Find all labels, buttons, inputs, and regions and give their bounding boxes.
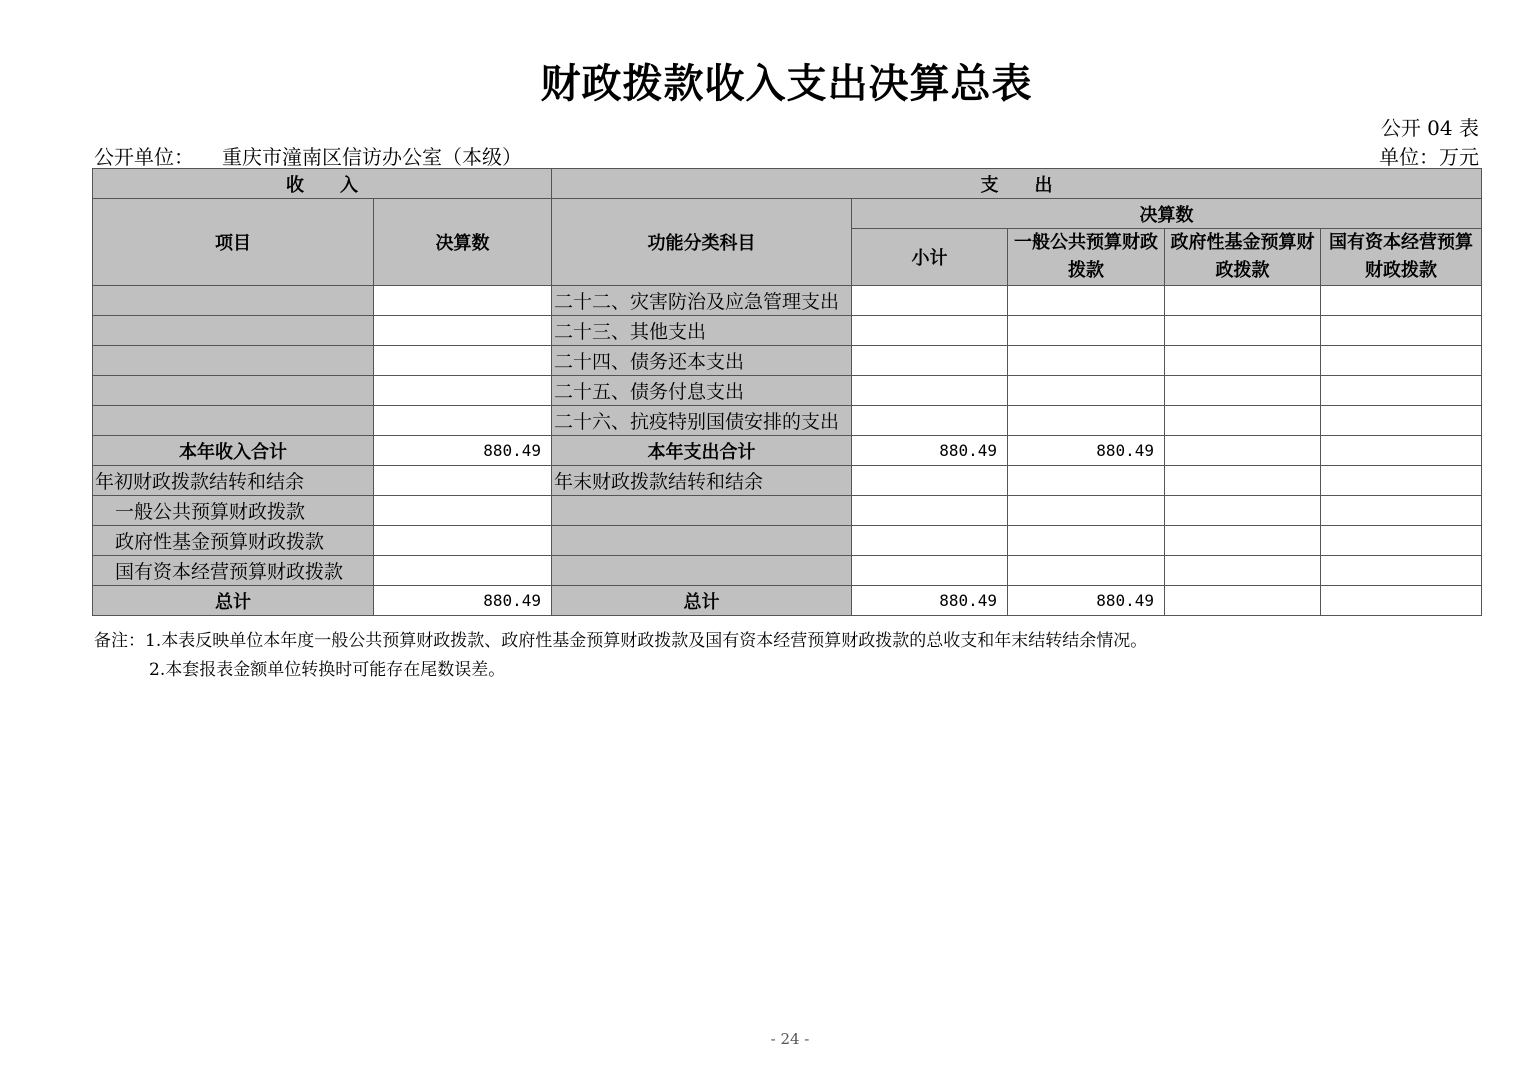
table-row (93, 376, 1482, 406)
form-number: 公开 04 表 (1380, 116, 1479, 140)
begin-balance-label: 年初财政拨款结转和结余 (93, 466, 374, 496)
header-row-2 (93, 199, 1482, 229)
grand-income: 880.49 (374, 586, 552, 616)
grand-total-label: 总计 (93, 586, 374, 616)
table-row (93, 526, 1482, 556)
expense-item: 二十五、债务付息支出 (552, 376, 852, 406)
budget-table (92, 168, 1482, 616)
table-row (93, 556, 1482, 586)
header-amount: 决算数 (374, 199, 552, 286)
sub-state-cap-label: 国有资本经营预算财政拨款 (93, 556, 374, 586)
header-expense: 支 出 (552, 169, 1482, 199)
reporting-unit-name: 重庆市潼南区信访办公室（本级） (222, 145, 522, 169)
table-row (93, 286, 1482, 316)
year-income-total-label: 本年收入合计 (93, 436, 374, 466)
grand-total-row (93, 586, 1482, 616)
year-income-total: 880.49 (374, 436, 552, 466)
note-line-2: 2.本套报表金额单位转换时可能存在尾数误差。 (149, 660, 506, 680)
table-row (93, 316, 1482, 346)
header-state-cap: 国有资本经营预算财政拨款 (1321, 229, 1482, 286)
grand-expense-general: 880.49 (1008, 586, 1165, 616)
grand-expense-subtotal: 880.49 (852, 586, 1008, 616)
year-expense-subtotal: 880.49 (852, 436, 1008, 466)
year-total-row (93, 436, 1482, 466)
reporting-unit (94, 141, 522, 170)
header-item: 项目 (93, 199, 374, 286)
header-row-1 (93, 169, 1482, 199)
currency-unit: 单位：万元 (1379, 145, 1479, 169)
page-title: 财政拨款收入支出决算总表 (540, 61, 1033, 107)
note-line-1: 备注：1.本表反映单位本年度一般公共预算财政拨款、政府性基金预算财政拨款及国有资本经营预算财政拨款的总收支和年末结转结余情况。 (94, 631, 1148, 651)
table-row (93, 496, 1482, 526)
expense-item: 二十三、其他支出 (552, 316, 852, 346)
header-final: 决算数 (852, 199, 1482, 229)
header-subtotal: 小计 (852, 229, 1008, 286)
header-general: 一般公共预算财政拨款 (1008, 229, 1165, 286)
expense-item: 二十二、灾害防治及应急管理支出 (552, 286, 852, 316)
reporting-unit-label: 公开单位： (94, 145, 194, 169)
sub-gov-fund-label: 政府性基金预算财政拨款 (93, 526, 374, 556)
page-number: - 24 - (770, 1030, 810, 1048)
expense-item: 二十六、抗疫特别国债安排的支出 (552, 406, 852, 436)
expense-item: 二十四、债务还本支出 (552, 346, 852, 376)
header-func: 功能分类科目 (552, 199, 852, 286)
year-expense-total-label: 本年支出合计 (552, 436, 852, 466)
header-income: 收 入 (93, 169, 552, 199)
sub-general-label: 一般公共预算财政拨款 (93, 496, 374, 526)
grand-expense-label: 总计 (552, 586, 852, 616)
year-expense-general: 880.49 (1008, 436, 1165, 466)
table-row (93, 406, 1482, 436)
balance-row (93, 466, 1482, 496)
header-gov-fund: 政府性基金预算财政拨款 (1165, 229, 1321, 286)
end-balance-label: 年末财政拨款结转和结余 (552, 466, 852, 496)
table-row (93, 346, 1482, 376)
